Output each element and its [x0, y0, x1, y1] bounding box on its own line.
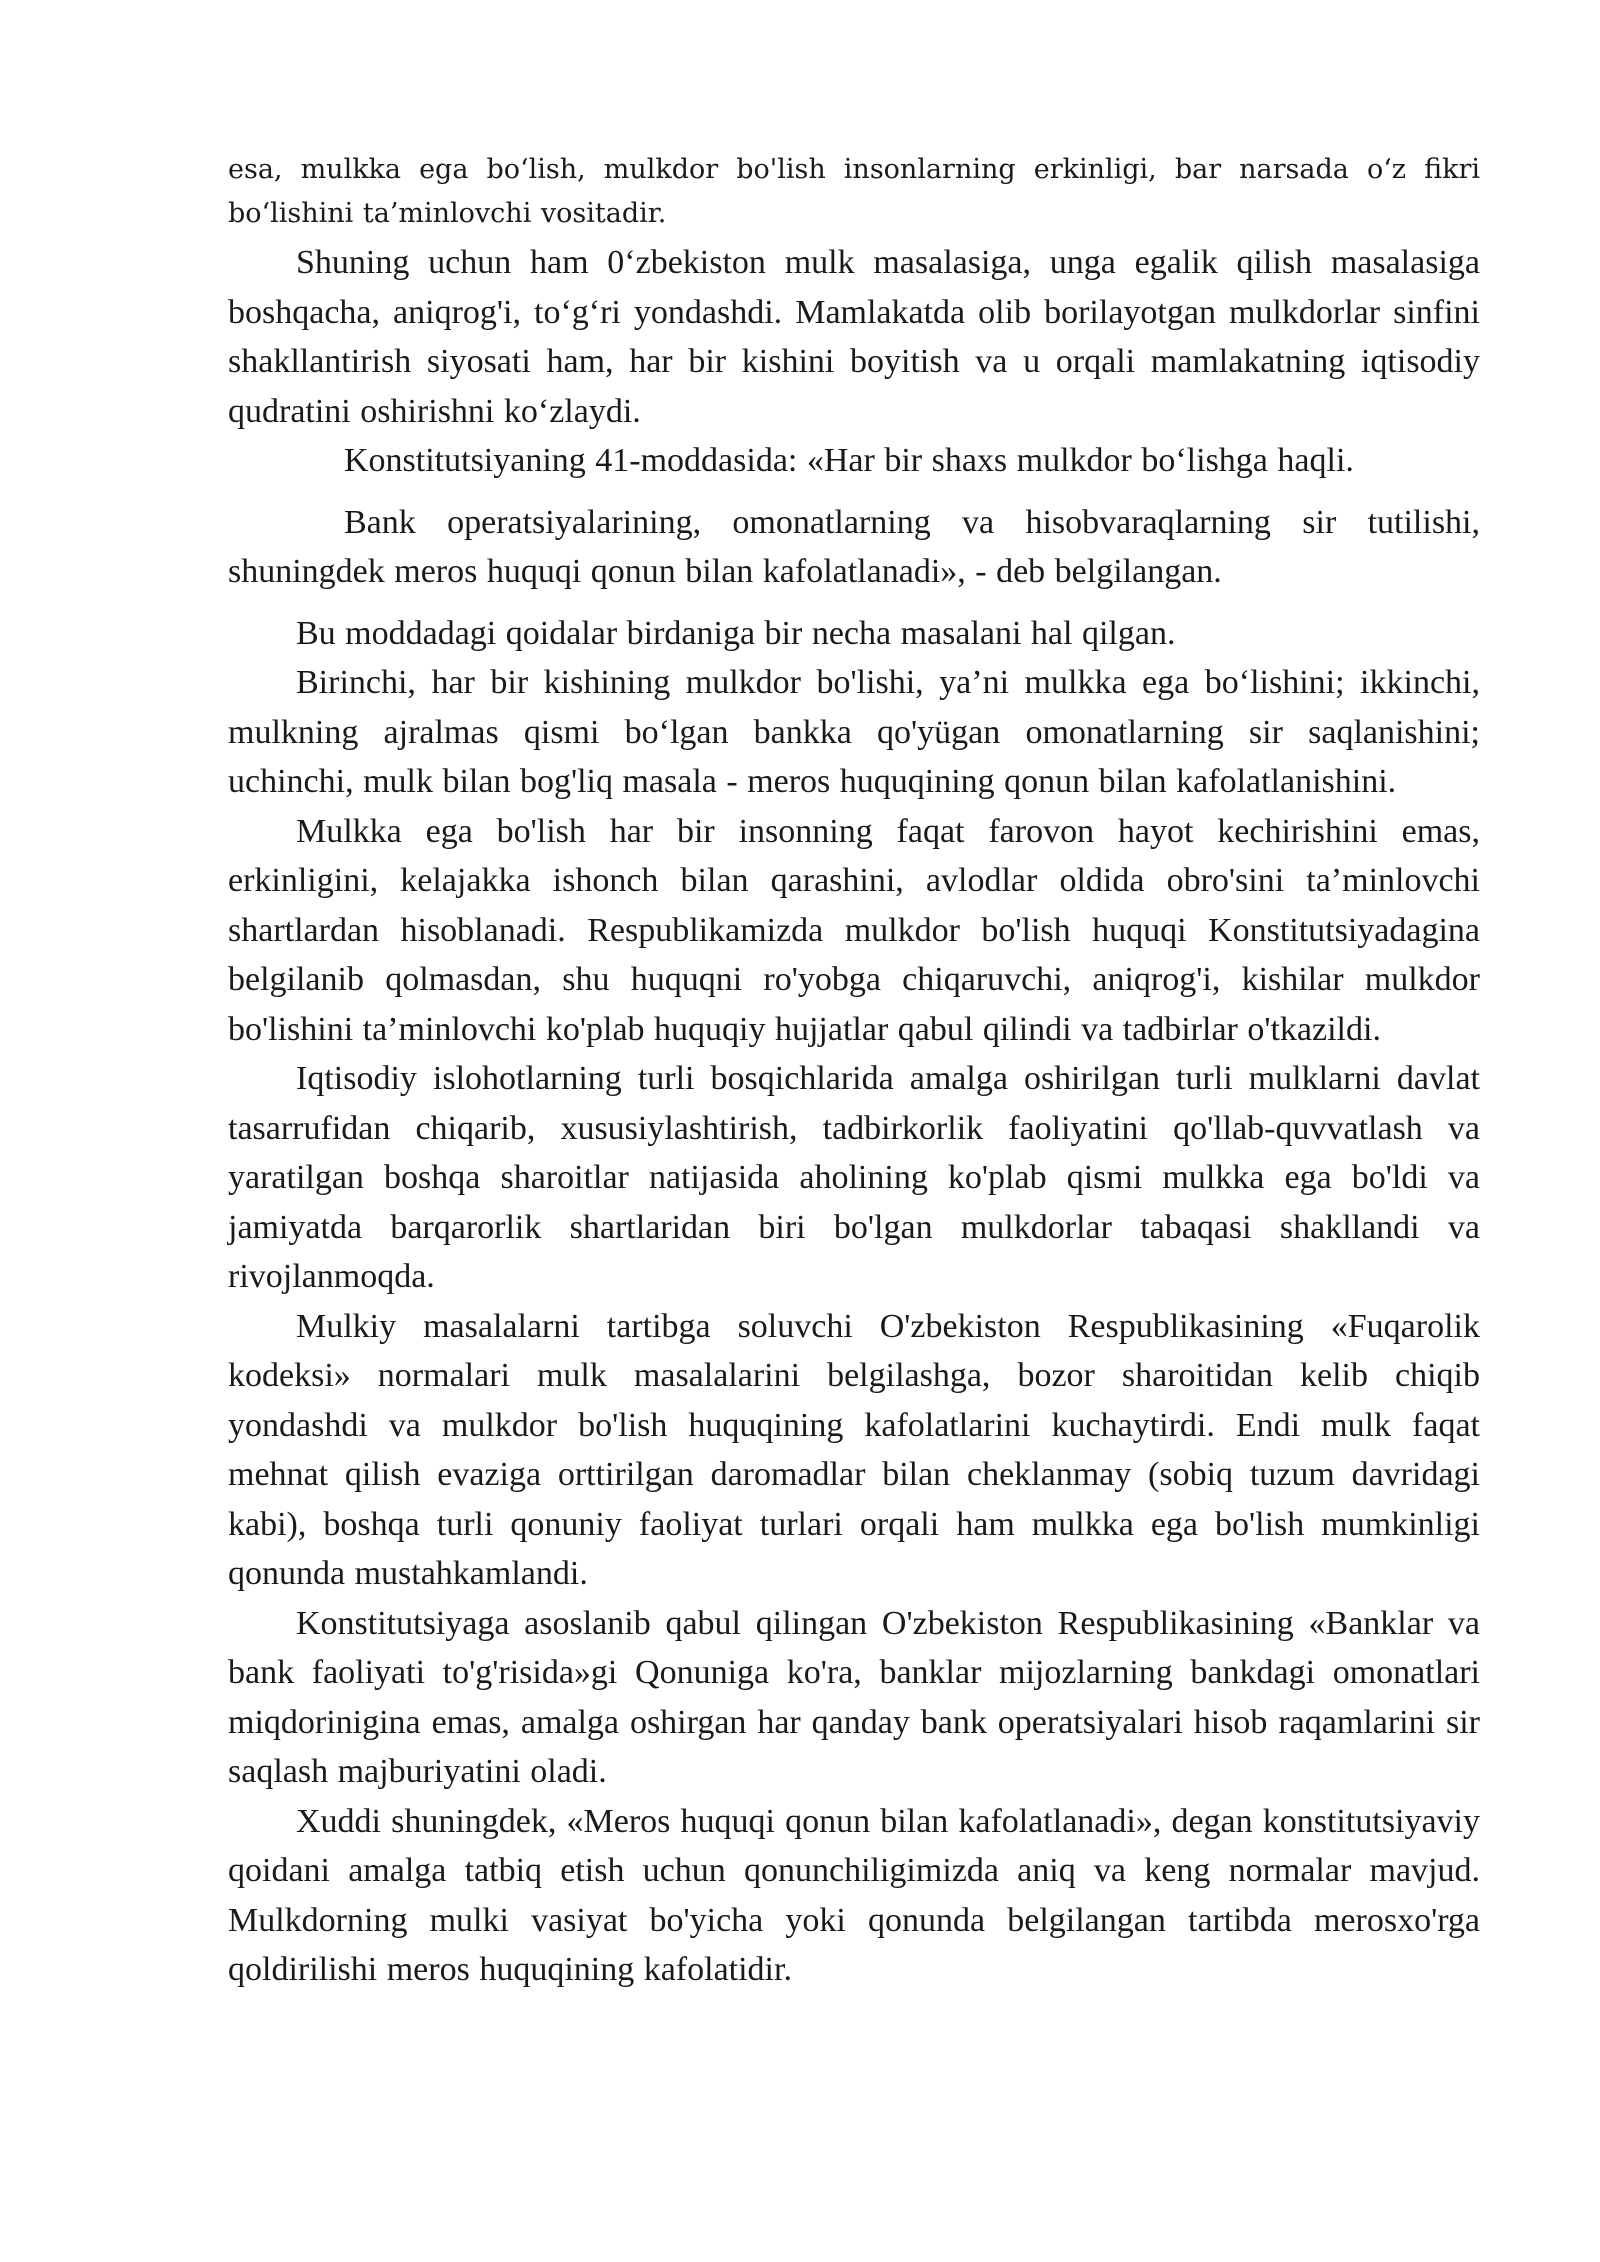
paragraph: Xuddi shuningdek, «Meros huquqi qonun bilan kafolatlanadi», degan konstitutsiyaviy qoidani amalga tatbiq etish uchun qonunchiligimizda aniq va keng normalar mavjud. Mulkdorning mulki vasiyat bo'yicha yoki qonunda belgilangan tartibda merosxo'rga qoldirilishi meros huquqining kafolatidir. — [228, 1802, 1480, 1988]
paragraph: Bank operatsiyalarining, omonatlarning va hisobvaraqlarning sir tutilishi, shuningdek meros huquqi qonun bilan kafolatlanadi», - deb belgilangan. — [228, 503, 1480, 590]
paragraph: Mulkiy masalalarni tartibga soluvchi O'zbekiston Respublikasining «Fuqarolik kodeksi» normalari mulk masalalarini belgilashga, bozor sharoitidan kelib chiqib yondashdi va mulkdor bo'lish huquqining kafolatlarini kuchaytirdi. Endi mulk faqat mehnat qilish evaziga orttirilgan daromadlar bilan cheklanmay (sobiq tuzum davridagi kabi), boshqa turli qonuniy faoliyat turlari orqali ham mulkka ega bo'lish mumkinligi qonunda mustahkamlandi. — [228, 1307, 1480, 1592]
paragraph: Shuning uchun ham 0‘zbekiston mulk masalasiga, unga egalik qilish masalasiga boshqacha, aniqrog'i, to‘g‘ri yondashdi. Mamlakatda olib borilayotgan mulkdorlar sinfini shakllantirish siyosati ham, har bir kishini boyitish va u orqali mamlakatning iqtisodiy qudratini oshirishni ko‘zlaydi. — [228, 244, 1480, 430]
paragraph: Mulkka ega bo'lish har bir insonning faqat farovon hayot kechirishini emas, erkinligini, kelajakka ishonch bilan qarashini, avlodlar oldida obro'sini ta’minlovchi shartlardan hisoblanadi. Respublikamizda mulkdor bo'lish huquqi Konstitutsiyadagina belgilanib qolmasdan, shu huquqni ro'yobga chiqaruvchi, aniqrog'i, kishilar mulkdor bo'lishini ta’minlovchi ko'plab huquqiy hujjatlar qabul qilindi va tadbirlar o'tkazildi. — [228, 812, 1480, 1048]
paragraph: Konstitutsiyaga asoslanib qabul qilingan O'zbekiston Respublikasining «Banklar va bank faoliyati to'g'risida»gi Qonuniga ko'ra, banklar mijozlarning bankdagi omonatlari miqdorinigina emas, amalga oshirgan har qanday bank operatsiyalari hisob raqamlarini sir saqlash majburiyatini oladi. — [228, 1604, 1480, 1790]
paragraph: esa, mulkka ega bo‘lish, mulkdor bo'lish insonlarning erkinligi, bar narsada o‘z fikri bo‘lishini ta’minlovchi vositadir. — [228, 154, 1480, 229]
paragraph: Iqtisodiy islohotlarning turli bosqichlarida amalga oshirilgan turli mulklarni davlat tasarrufidan chiqarib, xususiylashtirish, tadbirkorlik faoliyatini qo'llab-quvvatlash va yaratilgan boshqa sharoitlar natijasida aholining ko'plab qismi mulkka ega bo'ldi va jamiyatda barqarorlik shartlaridan biri bo'lgan mulkdorlar tabaqasi shakllandi va rivojlanmoqda. — [228, 1060, 1480, 1295]
paragraph: Konstitutsiyaning 41-moddasida: «Har bir shaxs mulkdor bo‘lishga haqli. — [344, 442, 1354, 479]
paragraph: Birinchi, har bir kishining mulkdor bo'lishi, ya’ni mulkka ega bo‘lishini; ikkinchi, mulkning ajralmas qismi bo‘lgan bankka qo'yügan omonatlarning sir saqlanishini; uchinchi, mulk bilan bog'liq masala - meros huquqining qonun bilan kafolatlanishini. — [228, 664, 1480, 800]
paragraph: Bu moddadagi qoidalar birdaniga bir necha masalani hal qilgan. — [296, 614, 1176, 652]
body-text — [228, 148, 1480, 1995]
